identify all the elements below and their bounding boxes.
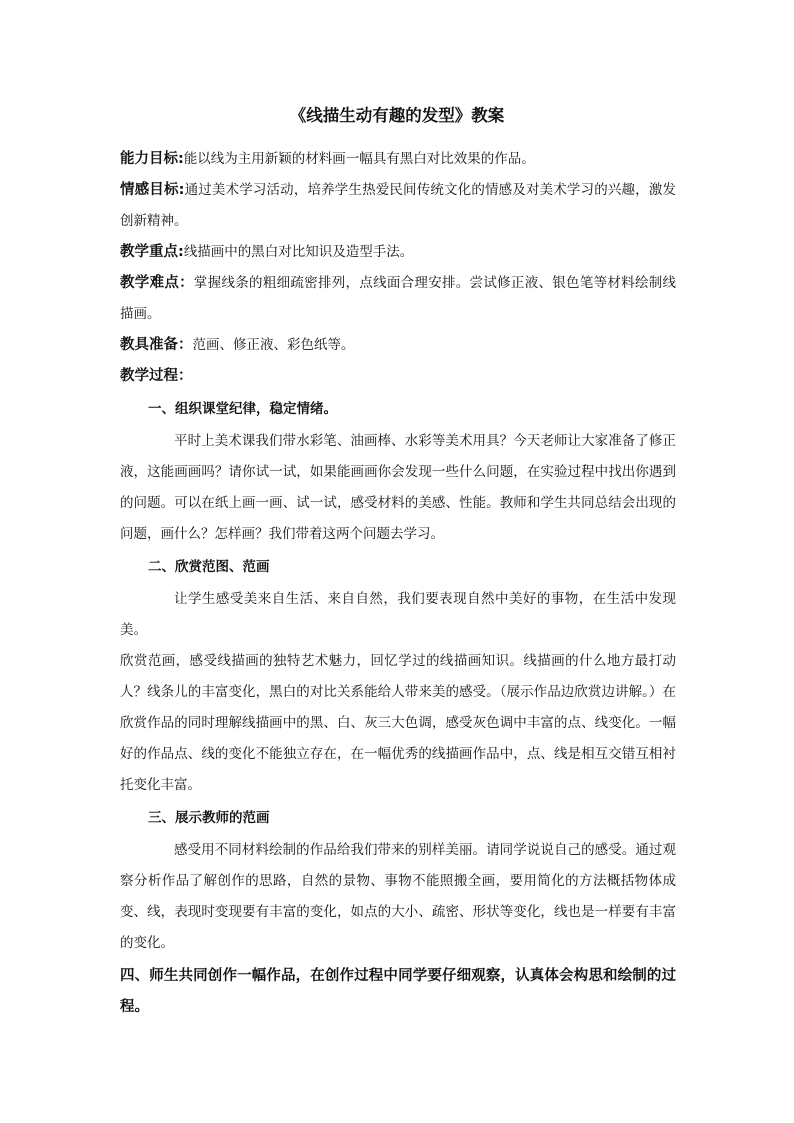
objective-emotion — [120, 175, 676, 237]
objective-text: 掌握线条的粗细疏密排列，点线面合理安排。尝试修正液、银色笔等材料绘制线描画。 — [120, 275, 677, 322]
objective-label: 教学难点： — [120, 275, 194, 291]
teaching-difficulty — [120, 268, 676, 330]
objective-text: 线描画中的黑白对比知识及造型手法。 — [183, 244, 414, 260]
section-2-paragraph-2: 欣赏范画，感受线描画的独特艺术魅力，回忆学过的线描画知识。线描画的什么地方最打动人？线条儿的丰富变化，黑白的对比关系能给人带来美的感受。（展示作品边欣赏边讲解。）在欣赏作品的同时理解线描画中的黑、白、灰三大色调，感受灰色调中丰富的点、线变化。一幅好的作品点、线的变化不能独立存在，在一幅优秀的线描画作品中，点、线是相互交错互相衬托变化丰富。 — [120, 653, 676, 793]
teaching-process-label: 教学过程： — [120, 368, 193, 384]
teaching-focus — [120, 237, 676, 268]
section-3-heading: 三、展示教师的范画 — [148, 810, 270, 826]
section-3-paragraph: 感受用不同材料绘制的作品给我们带来的别样美丽。请同学说说自己的感受。通过观察分析作品了解创作的思路，自然的景物、事物不能照搬全画，要用简化的方法概括物体成变、线，表现时变现要有丰富的变化，如点的大小、疏密、形状等变化，线也是一样要有丰富的变化。 — [120, 842, 676, 951]
teaching-aids — [120, 330, 676, 361]
objective-text: 能以线为主用新颖的材料画一幅具有黑白对比效果的作品。 — [183, 151, 535, 167]
objective-label: 情感目标: — [120, 182, 185, 198]
section-2-heading: 二、欣赏范图、范画 — [148, 559, 270, 575]
objective-label: 教学重点: — [120, 244, 184, 260]
section-1-paragraph: 平时上美术课我们带水彩笔、油画棒、水彩等美术用具？今天老师让大家准备了修正液，这能画画吗？请你试一试，如果能画画你会发现一些什么问题，在实验过程中找出你遇到的问题。可以在纸上画一画、试一试，感受材料的美感、性能。教师和学生共同总结会出现的问题，画什么？怎样画？我们带着这两个问题去学习。 — [120, 433, 676, 542]
objective-text: 通过美术学习活动，培养学生热爱民间传统文化的情感及对美术学习的兴趣，激发创新精神。 — [120, 182, 676, 229]
objective-text: 范画、修正液、彩色纸等。 — [192, 337, 355, 353]
section-4-heading: 四、师生共同创作一幅作品，在创作过程中同学要仔细观察，认真体会构思和绘制的过程。 — [120, 968, 676, 1015]
objective-label: 教具准备： — [120, 337, 193, 353]
section-1-heading: 一、组织课堂纪律，稳定情绪。 — [148, 401, 337, 417]
objective-ability — [120, 144, 676, 175]
document-body — [120, 144, 676, 1023]
document-title: 《线描生动有趣的发型》教案 — [289, 106, 505, 125]
section-2-paragraph-1: 让学生感受美来自生活、来自自然，我们要表现自然中美好的事物，在生活中发现美。 — [120, 591, 676, 638]
objective-label: 能力目标: — [120, 151, 184, 167]
